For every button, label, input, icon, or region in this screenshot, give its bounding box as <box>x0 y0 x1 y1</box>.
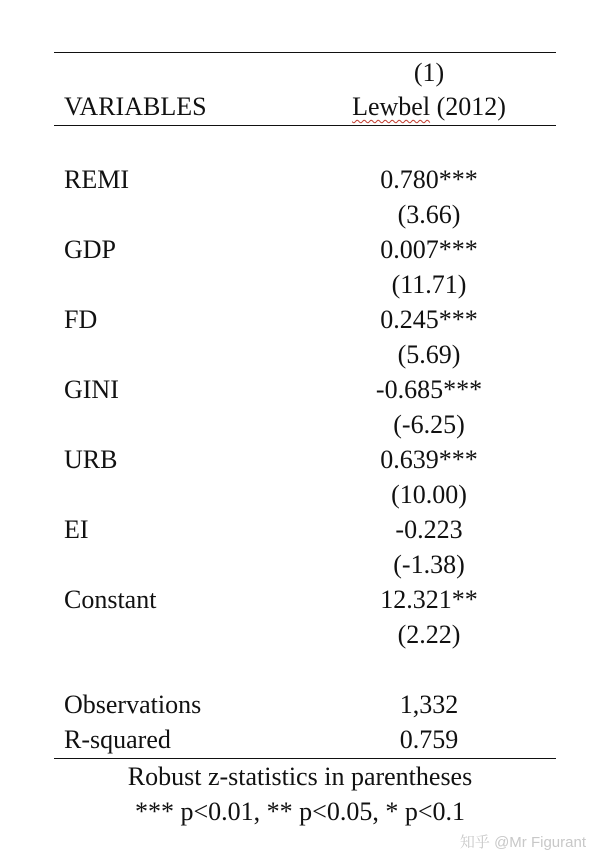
coefficient: 12.321** <box>380 585 478 614</box>
coefficient: 0.639*** <box>380 445 478 474</box>
table-note: Robust z-statistics in parentheses <box>127 762 473 791</box>
column-label-word: Lewbel <box>352 92 431 121</box>
column-number: (1) <box>413 58 445 87</box>
z-statistic: (3.66) <box>397 200 461 229</box>
z-statistic: (-6.25) <box>393 410 465 439</box>
z-statistic: (-1.38) <box>393 550 465 579</box>
z-statistic: (11.71) <box>391 270 467 299</box>
z-statistic: (10.00) <box>391 480 467 509</box>
table-top-rule <box>54 52 556 53</box>
summary-label: R-squared <box>64 725 171 754</box>
summary-label: Observations <box>64 690 202 719</box>
summary-value: 1,332 <box>399 690 459 719</box>
column-label <box>300 92 558 122</box>
significance-note: *** p<0.01, ** p<0.05, * p<0.1 <box>135 797 465 826</box>
variable-name: EI <box>64 515 89 544</box>
column-label-year: (2012) <box>430 92 506 121</box>
z-statistic: (2.22) <box>397 620 461 649</box>
variable-name: GINI <box>64 375 119 404</box>
coefficient: 0.245*** <box>380 305 478 334</box>
variable-name: GDP <box>64 235 117 264</box>
coefficient: -0.685*** <box>375 375 483 404</box>
coefficient: -0.223 <box>395 515 463 544</box>
table-bottom-rule <box>54 758 556 759</box>
variables-header: VARIABLES <box>64 92 207 121</box>
variable-name: Constant <box>64 585 157 614</box>
variable-name: FD <box>64 305 98 334</box>
header-rule <box>54 125 556 126</box>
variable-name: REMI <box>64 165 129 194</box>
coefficient: 0.780*** <box>380 165 478 194</box>
z-statistic: (5.69) <box>397 340 461 369</box>
variable-name: URB <box>64 445 118 474</box>
watermark: 知乎 @Mr Figurant <box>459 834 586 851</box>
coefficient: 0.007*** <box>380 235 478 264</box>
summary-value: 0.759 <box>399 725 459 754</box>
